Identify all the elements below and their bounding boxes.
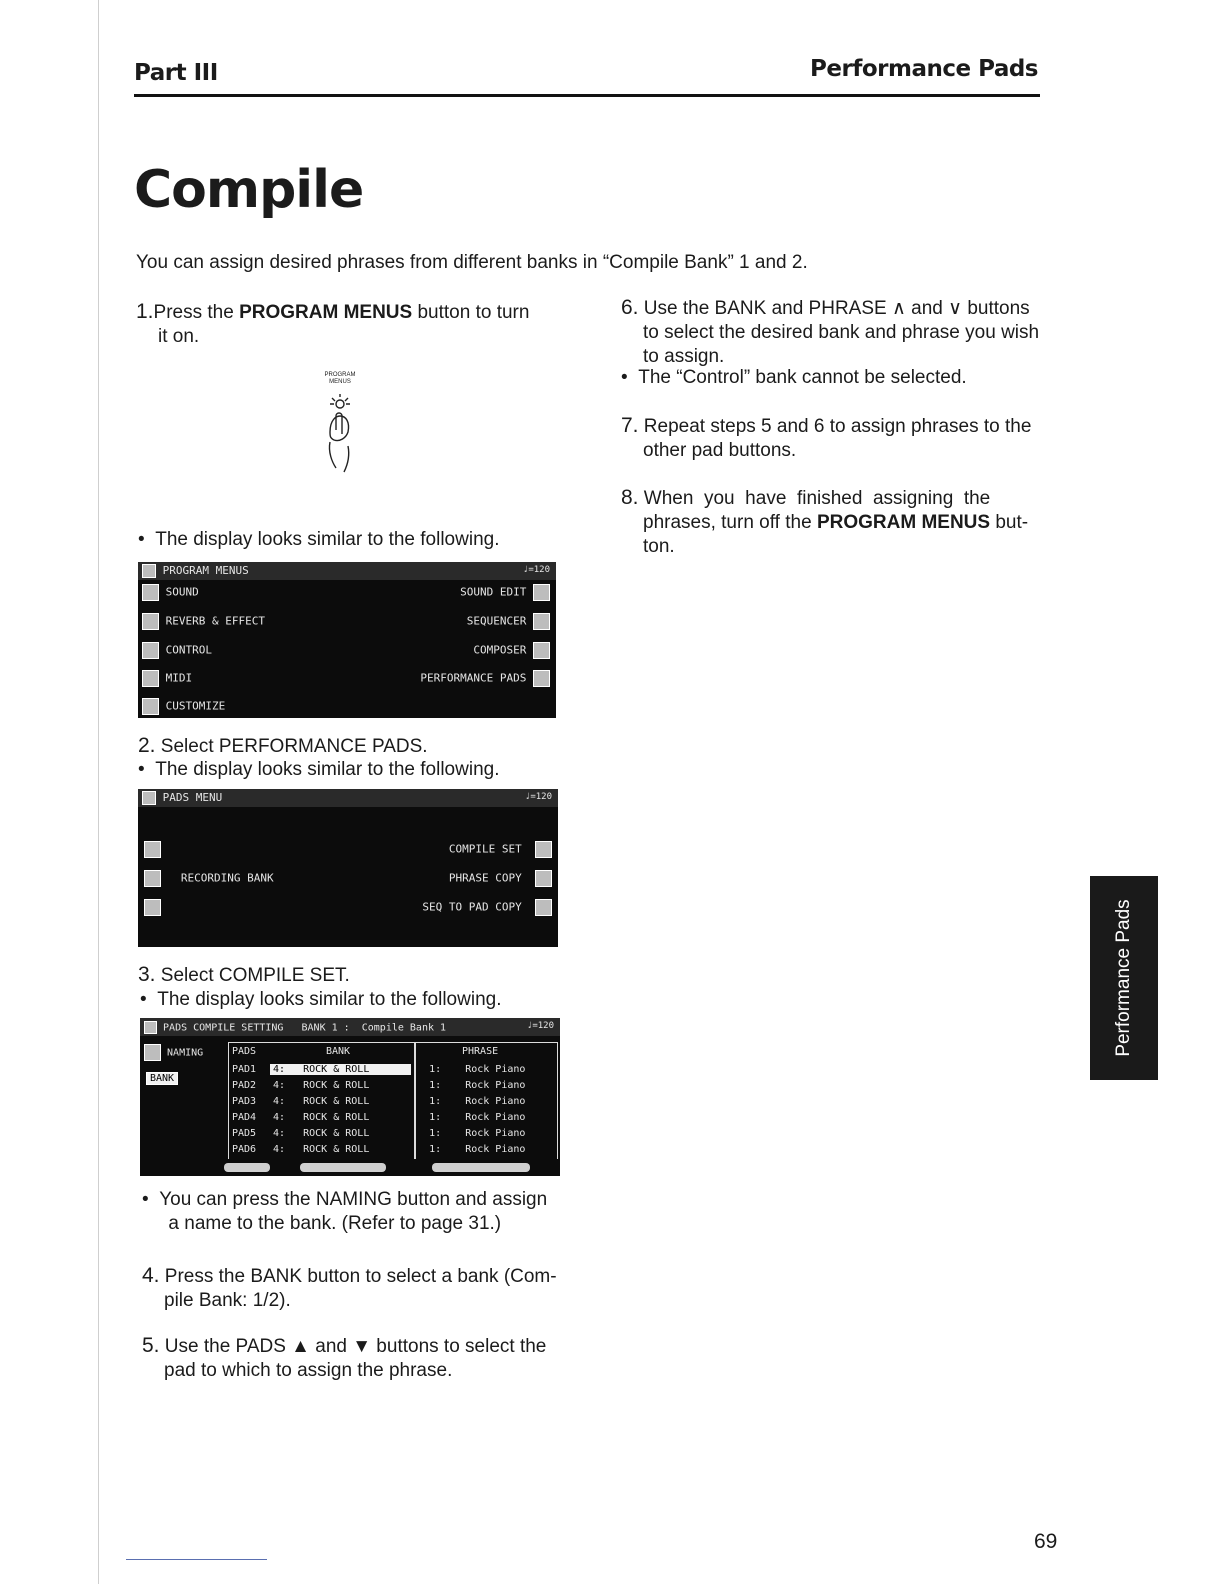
menu-item-midi[interactable]: MIDI (142, 670, 192, 687)
table-row[interactable]: PAD6 4: ROCK & ROLL 1: Rock Piano (232, 1144, 526, 1155)
table-row[interactable]: PAD1 4: ROCK & ROLL 1: Rock Piano (232, 1064, 526, 1075)
reverb-icon (142, 613, 159, 630)
seq-to-pad-copy-icon (535, 899, 552, 916)
control-icon (142, 642, 159, 659)
step-4: 4. Press the BANK button to select a bank (Com- pile Bank: 1/2). (142, 1264, 557, 1311)
screen-program-menus: PROGRAM MENUS ♩=120 SOUND REVERB & EFFECT CONTROL MIDI CUSTOMIZE SOUND EDIT SEQUENCER COMPOSER PERFORMANCE PADS (138, 562, 556, 718)
menu-item-phrase-copy[interactable]: PHRASE COPY (449, 870, 552, 887)
step-3: 3. Select COMPILE SET. (138, 963, 350, 986)
margin-rule (98, 0, 99, 1584)
menu-item-recording-bank[interactable]: RECORDING BANK (144, 870, 274, 887)
header-section: Performance Pads (810, 56, 1038, 82)
step-2: 2. Select PERFORMANCE PADS. (138, 734, 428, 757)
pads-menu-icon (142, 791, 156, 805)
section-side-tab: Performance Pads (1090, 876, 1158, 1080)
table-row[interactable]: PAD4 4: ROCK & ROLL 1: Rock Piano (232, 1112, 526, 1123)
menu-item-sequencer[interactable]: SEQUENCER (467, 613, 550, 630)
table-row[interactable]: PAD2 4: ROCK & ROLL 1: Rock Piano (232, 1080, 526, 1091)
step-5: 5. Use the PADS ▲ and ▼ buttons to select the pad to which to assign the phrase. (142, 1334, 547, 1381)
step-2-bullet: • The display looks similar to the following. (138, 759, 500, 780)
column-header-bank: BANK (326, 1046, 351, 1057)
program-menus-button-illustration: PROGRAM MENUS (300, 372, 380, 492)
step-1-bullet: • The display looks similar to the following. (138, 529, 500, 550)
naming-icon (144, 1044, 161, 1061)
sound-icon (142, 584, 159, 601)
page-title: Compile (134, 160, 364, 220)
program-menus-icon (142, 564, 156, 578)
menu-item-composer[interactable]: COMPOSER (473, 642, 550, 659)
menu-item-customize[interactable]: CUSTOMIZE (142, 698, 225, 715)
naming-button[interactable]: NAMING (144, 1044, 203, 1061)
menu-item-reverb-effect[interactable]: REVERB & EFFECT (142, 613, 265, 630)
customize-icon (142, 698, 159, 715)
step-1: 1.Press the PROGRAM MENUS button to turn it on. (136, 300, 530, 347)
naming-note: • You can press the NAMING button and assign a name to the bank. (Refer to page 31.) (142, 1189, 548, 1234)
step-8: 8. When you have finished assigning the phrases, turn off the PROGRAM MENUS but- ton. (621, 486, 1029, 557)
step-3-bullet: • The display looks similar to the following. (140, 989, 502, 1010)
pad-icon (144, 899, 161, 916)
menu-item-pads-left-3[interactable] (144, 899, 161, 916)
page-number: 69 (1034, 1530, 1058, 1553)
table-row[interactable]: PAD5 4: ROCK & ROLL 1: Rock Piano (232, 1128, 526, 1139)
sound-edit-icon (533, 584, 550, 601)
intro-text: You can assign desired phrases from different banks in “Compile Bank” 1 and 2. (136, 252, 808, 273)
menu-item-sound-edit[interactable]: SOUND EDIT (460, 584, 550, 601)
menu-item-seq-to-pad-copy[interactable]: SEQ TO PAD COPY (422, 899, 552, 916)
menu-item-pads-left-1[interactable] (144, 841, 161, 858)
step-number: 1. (136, 300, 154, 323)
phrase-copy-icon (535, 870, 552, 887)
step-7: 7. Repeat steps 5 and 6 to assign phrases to the other pad buttons. (621, 414, 1032, 461)
pad-icon (144, 870, 161, 887)
performance-pads-icon (533, 670, 550, 687)
screen-pads-menu: PADS MENU ♩=120 RECORDING BANK COMPILE SET PHRASE COPY SEQ TO PAD COPY (138, 789, 558, 947)
hand-press-icon (300, 386, 380, 486)
step-6: 6. Use the BANK and PHRASE ∧ and ∨ buttons to select the desired bank and phrase you wish to assign. (621, 296, 1040, 367)
column-header-phrase: PHRASE (462, 1046, 499, 1057)
phrase-scroll-arrows[interactable] (432, 1163, 530, 1172)
header-part: Part III (134, 60, 218, 86)
compile-set-icon (144, 1021, 157, 1034)
pads-scroll-arrows[interactable] (224, 1163, 270, 1172)
midi-icon (142, 670, 159, 687)
footer-rule (126, 1559, 267, 1560)
screen-pads-compile-setting: PADS COMPILE SETTING BANK 1 : Compile Bank 1 ♩=120 NAMING BANK PADS BANK PHRASE PAD1 4: ROCK & ROLL 1: Rock Piano PAD2 4: ROCK & ROLL 1: Rock Piano PAD3 4: ROCK & ROLL 1: Rock Piano PAD4 4: ROCK & ROLL 1: Rock Piano PAD5 4: ROCK & ROLL 1: Rock Piano PAD6 4: ROCK & ROLL 1: Rock Piano (140, 1018, 560, 1176)
step-6-bullet: • The “Control” bank cannot be selected. (621, 367, 967, 388)
menu-item-control[interactable]: CONTROL (142, 642, 212, 659)
column-header-pads: PADS (232, 1046, 257, 1057)
bank-scroll-arrows[interactable] (300, 1163, 386, 1172)
menu-item-compile-set[interactable]: COMPILE SET (449, 841, 552, 858)
header-rule (134, 94, 1040, 97)
table-row[interactable]: PAD3 4: ROCK & ROLL 1: Rock Piano (232, 1096, 526, 1107)
menu-item-performance-pads[interactable]: PERFORMANCE PADS (420, 670, 550, 687)
composer-icon (533, 642, 550, 659)
pad-icon (144, 841, 161, 858)
sequencer-icon (533, 613, 550, 630)
compile-set-icon (535, 841, 552, 858)
menu-item-sound[interactable]: SOUND (142, 584, 199, 601)
bank-button[interactable]: BANK (146, 1072, 178, 1085)
